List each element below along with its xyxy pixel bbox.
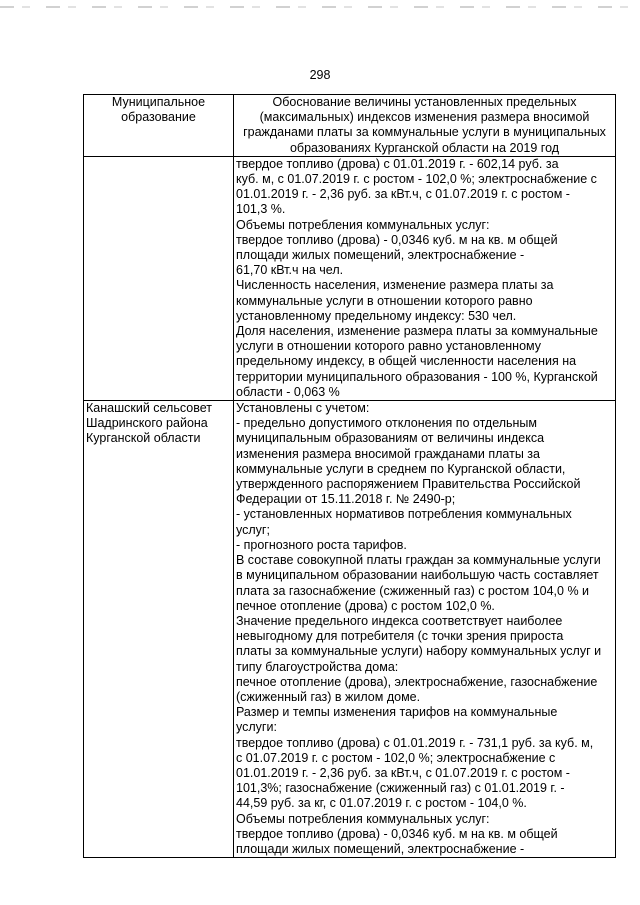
text-line: муниципальным образованиям от величины индекса (236, 431, 545, 446)
text-line: образованиях Курганской области на 2019 год (289, 140, 560, 155)
text-line: Объемы потребления коммунальных услуг: (236, 811, 490, 826)
text-line: печное отопление (дрова), электроснабжение, газоснабжение (236, 674, 598, 689)
text-line: Шадринского района (86, 416, 208, 431)
text-line: 101,3 %. (236, 202, 286, 217)
text-line: Размер и темпы изменения тарифов на коммунальные (236, 705, 558, 720)
text-line: 44,59 руб. за кг, с 01.07.2019 г. с ростом - 104,0 %. (236, 796, 527, 811)
text-line: Доля населения, изменение размера платы за коммунальные (236, 324, 598, 339)
text-line: образование (121, 110, 196, 125)
text-line: утвержденного распоряжением Правительства Российской (236, 477, 581, 492)
text-line: (сжиженный газ) в жилом доме. (236, 689, 421, 704)
text-line: площади жилых помещений, электроснабжение - (236, 841, 525, 856)
text-line: территории муниципального образования - 100 %, Курганской (236, 369, 598, 384)
table-row (84, 156, 616, 400)
justification-cell (234, 401, 616, 858)
header-justification (234, 95, 616, 157)
text-line: изменения размера вносимой гражданами платы за (236, 446, 540, 461)
text-line: 101,3%; газоснабжение (сжиженный газ) с 01.01.2019 г. - (236, 781, 565, 796)
text-line: Численность населения, изменение размера платы за (236, 278, 554, 293)
text-line: (максимальных) индексов изменения размера вносимой (259, 110, 590, 125)
text-line: услуг; (236, 522, 270, 537)
text-line: платы за коммунальные услуги) набору коммунальных услуг и (236, 644, 602, 659)
text-line: в муниципальном образовании наибольшую часть составляет (236, 568, 599, 583)
table-header-row (84, 95, 616, 157)
text-line: Объемы потребления коммунальных услуг: (236, 217, 490, 232)
text-line: - прогнозного роста тарифов. (236, 537, 407, 552)
text-line: Муниципальное (111, 95, 206, 109)
text-line: твердое топливо (дрова) с 01.01.2019 г. - 602,14 руб. за (236, 156, 559, 171)
text-line: Курганской области (86, 431, 201, 446)
text-line: площади жилых помещений, электроснабжение - (236, 248, 525, 263)
text-line: 61,70 кВт.ч на чел. (236, 263, 344, 278)
text-line: печное отопление (дрова) с ростом 102,0 %. (236, 598, 495, 613)
text-line: установленному предельному индексу: 530 чел. (236, 308, 517, 323)
tariff-table (83, 94, 616, 858)
municipality-cell (84, 156, 234, 400)
text-line: гражданами платы за коммунальные услуги в муниципальных (243, 125, 606, 140)
text-line: Канашский сельсовет (86, 401, 212, 416)
text-line: куб. м, с 01.07.2019 г. с ростом - 102,0 %; электроснабжение с (236, 172, 597, 187)
text-line: Установлены с учетом: (236, 401, 370, 416)
table-row (84, 401, 616, 858)
text-line: предельному индексу, в общей численности населения на (236, 354, 577, 369)
text-line: - предельно допустимого отклонения по отдельным (236, 416, 538, 431)
text-line: типу благоустройства дома: (236, 659, 399, 674)
justification-cell (234, 156, 616, 400)
text-line: невыгодному для потребителя (с точки зрения прироста (236, 629, 564, 644)
text-line: коммунальные услуги в среднем по Курганской области, (236, 461, 566, 476)
scan-artifact (0, 6, 640, 8)
page-number: 298 (309, 68, 331, 82)
text-line: твердое топливо (дрова) с 01.01.2019 г. - 731,1 руб. за куб. м, (236, 735, 594, 750)
text-line: Обоснование величины установленных предельных (272, 95, 577, 109)
text-line: - установленных нормативов потребления коммунальных (236, 507, 572, 522)
text-line: услуги: (236, 720, 277, 735)
municipality-cell (84, 401, 234, 858)
text-line: плата за газоснабжение (сжиженный газ) с ростом 104,0 % и (236, 583, 590, 598)
text-line: услуги в отношении которого равно установленному (236, 339, 542, 354)
text-line: Федерации от 15.11.2018 г. № 2490-р; (236, 492, 456, 507)
text-line: 01.01.2019 г. - 2,36 руб. за кВт.ч, с 01.07.2019 г. с ростом - (236, 187, 570, 202)
text-line: Значение предельного индекса соответствует наиболее (236, 613, 563, 628)
text-line: В составе совокупной платы граждан за коммунальные услуги (236, 553, 601, 568)
text-line: твердое топливо (дрова) - 0,0346 куб. м на кв. м общей (236, 232, 558, 247)
text-line: коммунальные услуги в отношении которого равно (236, 293, 533, 308)
text-line: с 01.07.2019 г. с ростом - 102,0 %; электроснабжение с (236, 750, 556, 765)
header-municipality (84, 95, 234, 157)
text-line: области - 0,063 % (236, 384, 340, 399)
text-line: 01.01.2019 г. - 2,36 руб. за кВт.ч, с 01.07.2019 г. с ростом - (236, 765, 570, 780)
text-line: твердое топливо (дрова) - 0,0346 куб. м на кв. м общей (236, 826, 558, 841)
